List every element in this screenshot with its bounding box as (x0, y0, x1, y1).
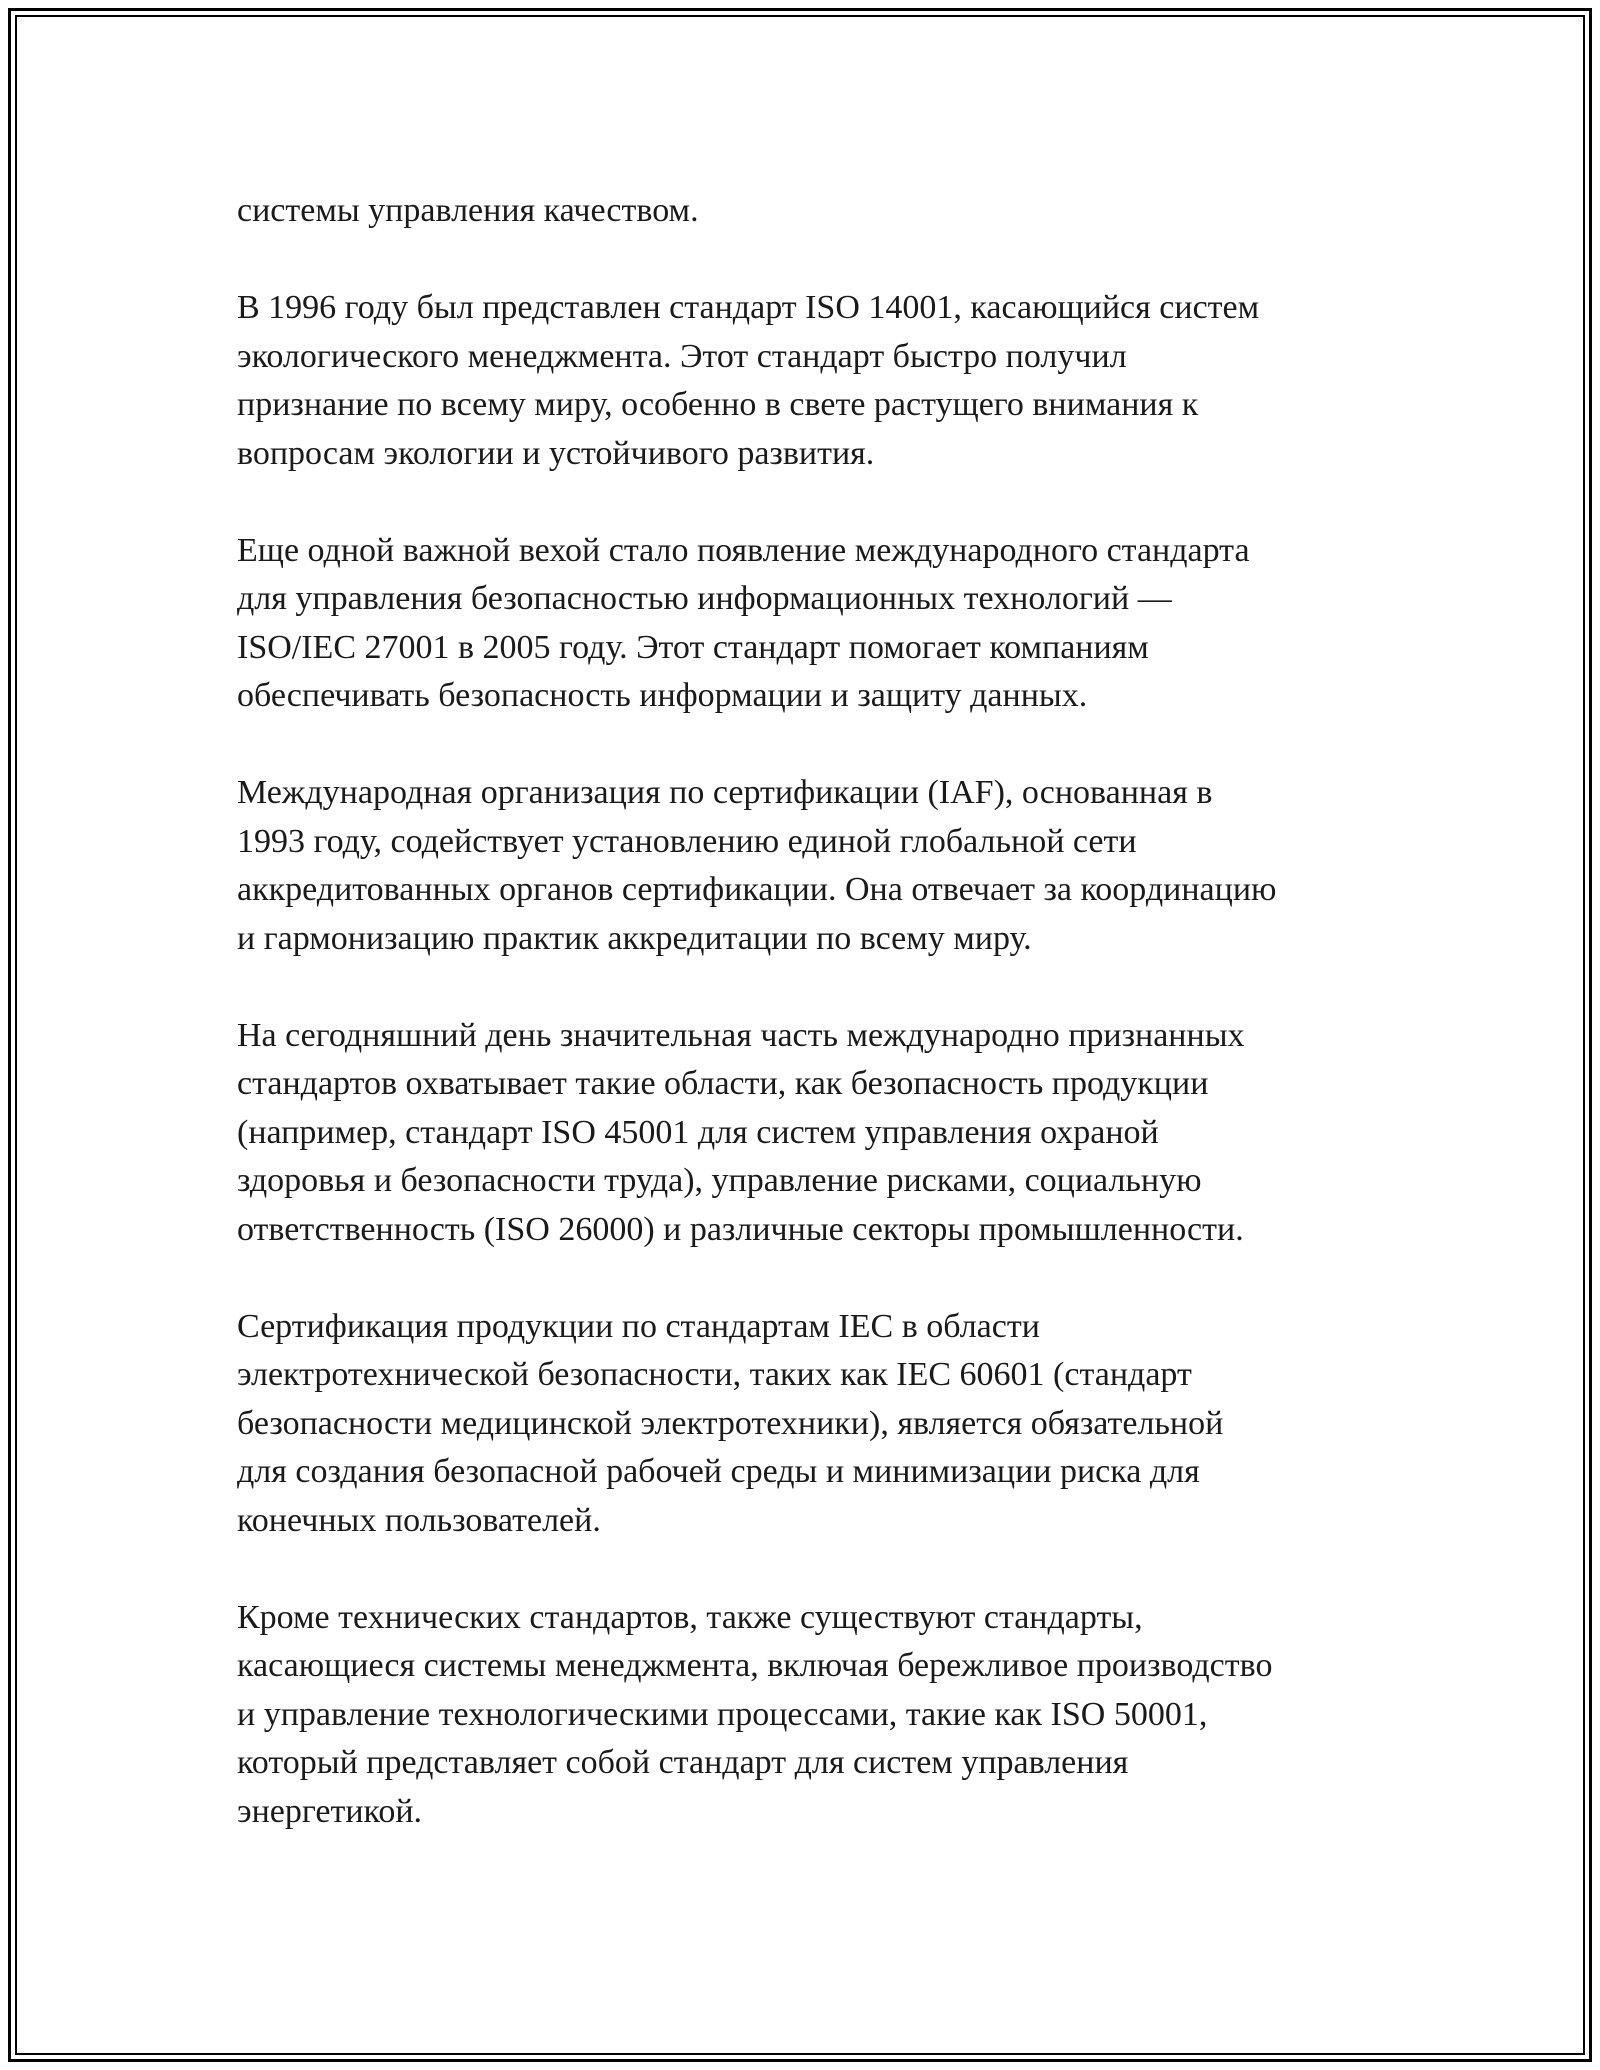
paragraph-2: В 1996 году был представлен стандарт ISO 14001, касающийся систем экологического менеджмента. Этот стандарт быстро получил признание по всему миру, особенно в свете растущего внимания к вопросам экологии и устойчивого развития. (237, 289, 1260, 472)
page-border (8, 8, 1592, 2062)
document-body (237, 187, 1397, 1836)
paragraph-3: Еще одной важной вехой стало появление международного стандарта для управления безопасностью информационных технологий — ISO/IEC 27001 в 2005 году. Этот стандарт помогает компаниям обеспечивать безопасность информации и защиту данных. (237, 531, 1250, 714)
paragraph-5: На сегодняшний день значительная часть международно признанных стандартов охватывает такие области, как безопасность продукции (например, стандарт ISO 45001 для систем управления охраной здоровья и безопасности труда), управление рисками, социальную ответственность (ISO 26000) и различные секторы промышленности. (237, 1016, 1245, 1248)
paragraph-6: Сертификация продукции по стандартам IEC в области электротехнической безопасности, таких как IEC 60601 (стандарт безопасности медицинской электротехники), является обязательной для создания безопасной рабочей среды и минимизации риска для конечных пользователей. (237, 1307, 1224, 1539)
paragraph-4: Международная организация по сертификации (IAF), основанная в 1993 году, содействует установлению единой глобальной сети аккредитованных органов сертификации. Она отвечает за координацию и гармонизацию практик аккредитации по всему миру. (237, 774, 1277, 957)
paragraph-7: Кроме технических стандартов, также существуют стандарты, касающиеся системы менеджмента, включая бережливое производство и управление технологическими процессами, такие как ISO 50001, который представляет собой стандарт для систем управления энергетикой. (237, 1598, 1273, 1830)
page-inner-border (15, 15, 1585, 2055)
paragraph-1: системы управления качеством. (237, 192, 699, 229)
